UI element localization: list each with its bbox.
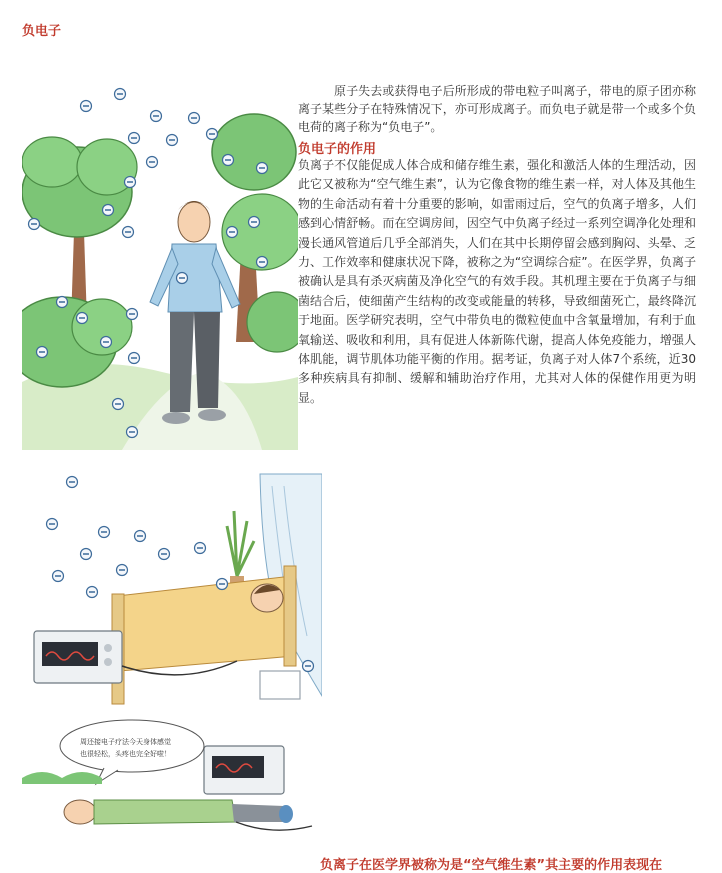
section-heading: 负电子的作用	[298, 142, 377, 157]
bottom-caption: 负离子在医学界被称为是“空气维生素”其主要的作用表现在	[320, 858, 663, 873]
speech-bubble-line1: 周还接电子疗法今天身体感觉	[80, 738, 171, 746]
speech-bubble-line2: 也很轻松，头疼也完全好啦！	[80, 750, 171, 758]
section-body: 负离子不仅能促成人体合成和储存维生素，强化和激活人体的生理活动，因此它又被称为“空气维生素”，认为它像食物的维生素一样，对人体及其他生物的生命活动有着十分重要的影响，如雷雨过后，空气的负离子增多，人们感到心情舒畅。而在空调房间，因空气中负离子经过一系列空调净化处理和漫长通风管道后几乎全部消失，人们在其中长期停留会感到胸闷、头晕、乏力、工作效率和健康状况下降，被称之为“空调综合症”。在医学界，负离子被确认是具有杀灭病菌及净化空气的有效手段。其机理主要在于负离子与细菌结合后，使细菌产生结构的改变或能量的转移，导致细菌死亡，最终降沉于地面。医学研究表明，空气中带负电的微粒使血中含氧量增加，有利于血氧输送、吸收和利用，具有促进人体新陈代谢，提高人体免疫能力，增强人体肌能，调节肌体功能平衡的作用。据考证，负离子对人体7个系统，近30多种疾病具有抑制、缓解和辅助治疗作用，尤其对人体的保健作用更为明显。	[298, 158, 696, 405]
intro-paragraph: 原子失去或获得电子后所形成的带电粒子叫离子，带电的原子团亦称离子某些分子在特殊情况下，亦可形成离子。而负电子就是带一个或多个负电荷的离子称为“负电子”。	[298, 84, 696, 134]
ion-therapy-illustration	[22, 466, 322, 841]
page-title: 负电子	[22, 24, 62, 39]
man-trees-illustration	[22, 82, 298, 450]
